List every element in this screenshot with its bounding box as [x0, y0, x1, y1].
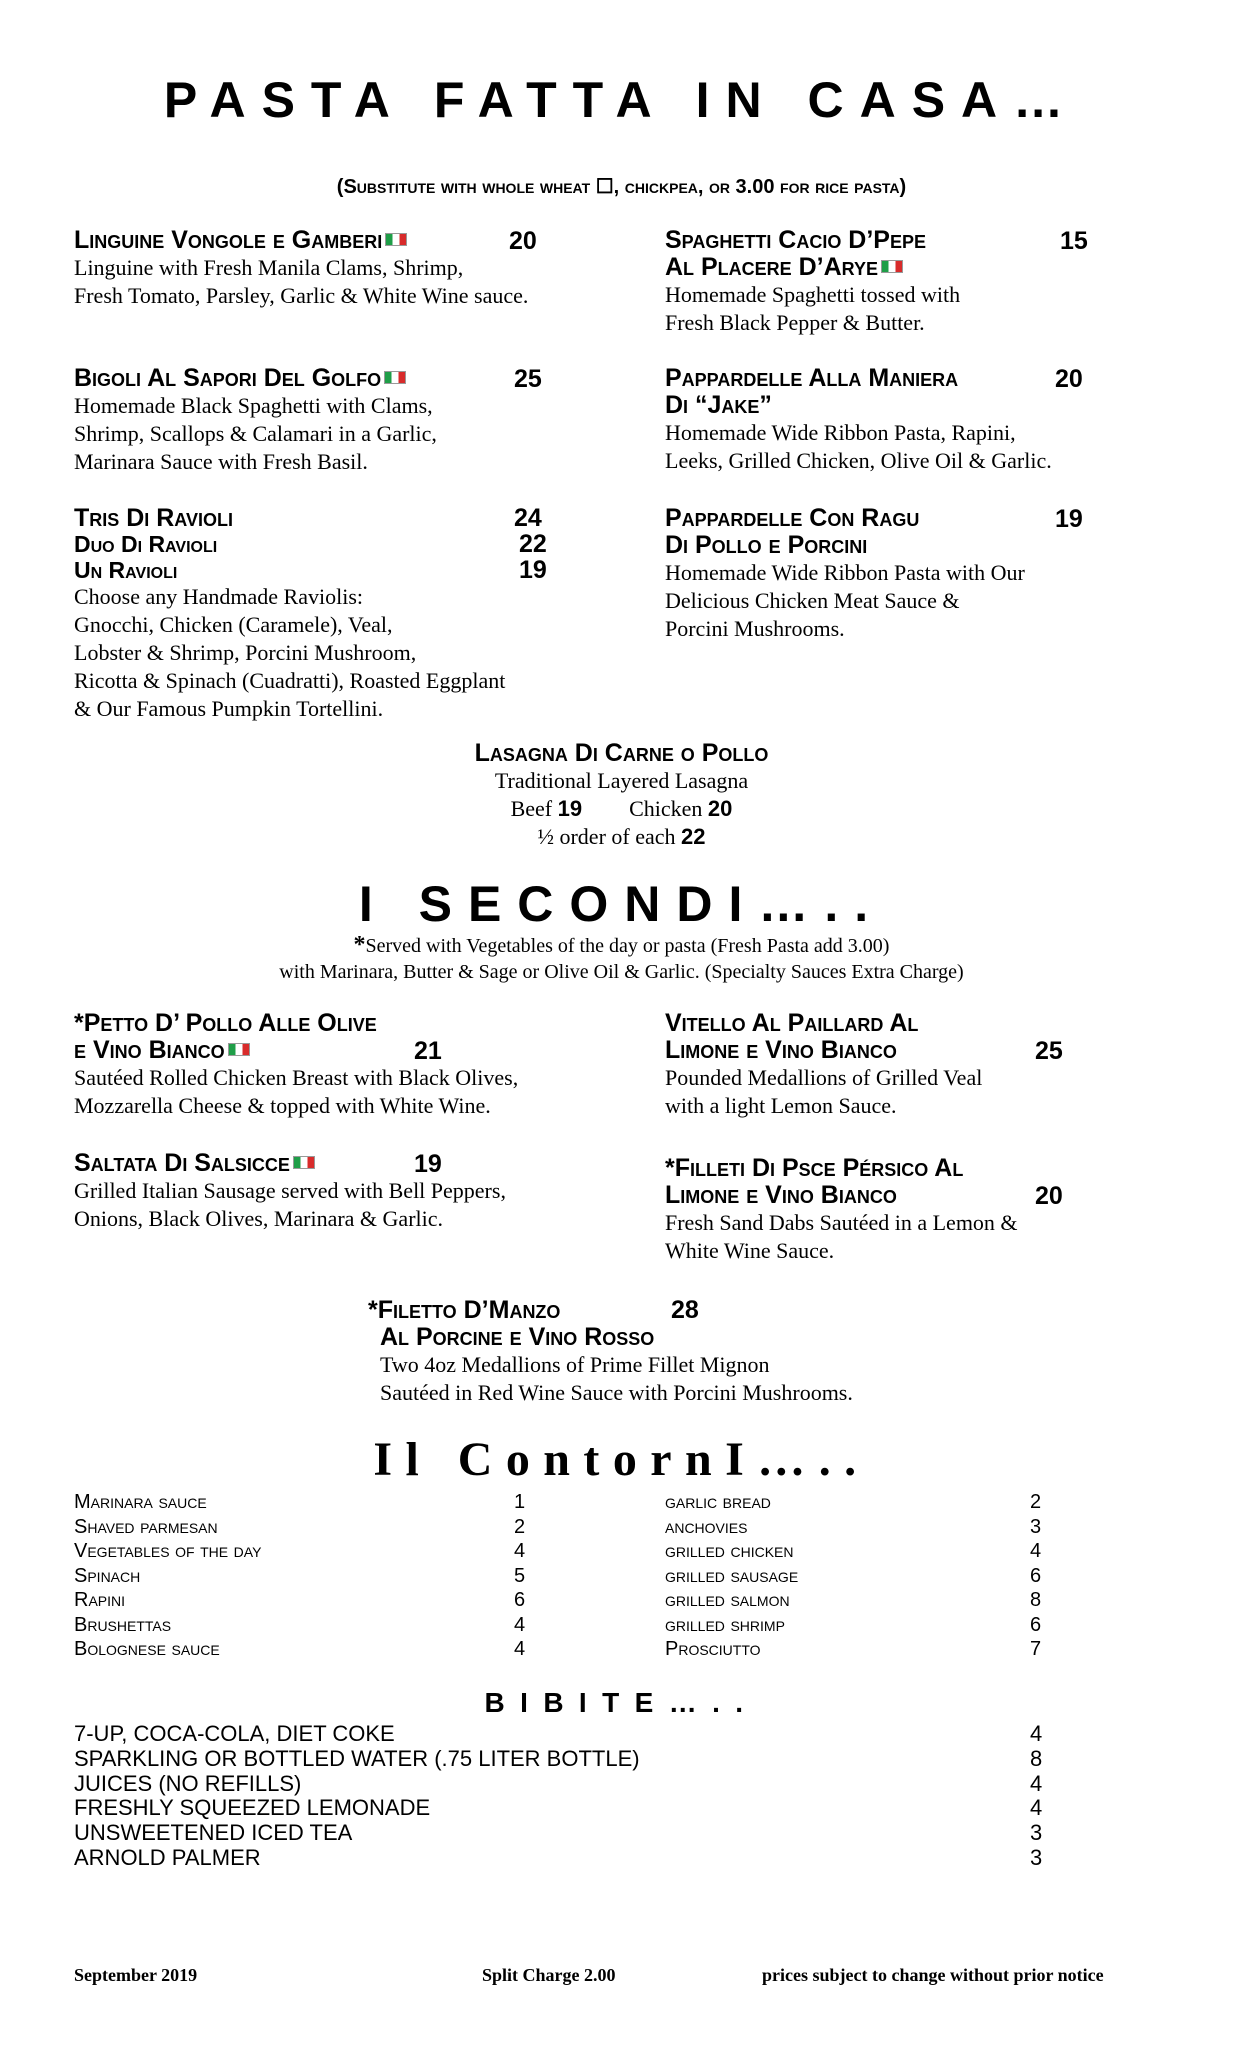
item-desc: Choose any Handmade Raviolis: Gnocchi, Chicken (Caramele), Veal, Lobster & Shrimp, Porcini Mushroom, Ricotta & Spinach (Cuadratti), Roasted Eggplant & Our Famous Pumpkin Tortellini.: [74, 584, 506, 721]
italian-flag-icon: [881, 260, 903, 273]
list-item: [665, 1539, 1050, 1564]
item-name: grilled chicken: [665, 1540, 794, 1562]
ravioli-name: Duo Di Ravioli: [74, 531, 218, 557]
item-price: 6: [1030, 1613, 1042, 1636]
item-price: 7: [1030, 1638, 1042, 1660]
list-item: [74, 1613, 534, 1638]
item-name: Marinara sauce: [74, 1491, 207, 1513]
ravioli-name: Un Ravioli: [74, 557, 178, 583]
secondi-title: I SECONDI…..: [358, 876, 885, 932]
item-desc: Sautéed Rolled Chicken Breast with Black Olives, Mozzarella Cheese & topped with White Wine.: [74, 1065, 519, 1118]
secondi-item-filleti: [665, 1155, 1205, 1265]
item-name: garlic bread: [665, 1491, 771, 1513]
list-item: [74, 1637, 534, 1662]
secondi-note: *Served with Vegetables of the day or pasta (Fresh Pasta add 3.00) with Marinara, Butter & Sage or Olive Oil & Garlic. (Specialty Sauces Extra Charge): [279, 932, 964, 983]
pasta-subtitle: (Substitute with whole wheat ☐, chickpea, or 3.00 for rice pasta): [336, 176, 907, 198]
item-desc: Grilled Italian Sausage served with Bell Peppers, Onions, Black Olives, Marinara & Garlic.: [74, 1178, 506, 1231]
item-name: Saltata Di Salsicce: [74, 1149, 290, 1177]
item-price: 3: [1030, 1820, 1043, 1846]
item-price: 25: [514, 365, 542, 393]
ravioli-price: 22: [519, 530, 547, 558]
secondi-item-salsicce: [74, 1150, 634, 1233]
item-name: Bolognese sauce: [74, 1638, 220, 1660]
pasta-item-lasagna: [0, 740, 1243, 851]
list-item: [665, 1613, 1050, 1638]
item-price: 1: [514, 1491, 526, 1513]
item-desc: Traditional Layered Lasagna: [494, 768, 749, 793]
item-name: Prosciutto: [665, 1638, 761, 1660]
item-price: 4: [1030, 1795, 1043, 1821]
item-price: 2: [514, 1515, 526, 1538]
pasta-item-pappardelle-jake: [665, 365, 1210, 475]
secondi-item-petto-pollo: [74, 1010, 634, 1120]
item-name-2: Di “Jake”: [665, 391, 772, 419]
item-price: 28: [671, 1296, 699, 1324]
item-price: 19: [414, 1150, 442, 1178]
item-price: 20: [509, 227, 537, 255]
pasta-item-ravioli: [74, 505, 634, 723]
item-name: Linguine Vongole e Gamberi: [74, 226, 383, 254]
chicken-label: Chicken: [629, 796, 703, 821]
item-name: 7-UP, COCA-COLA, DIET COKE: [74, 1721, 395, 1746]
item-price: 6: [514, 1589, 526, 1611]
item-price: 4: [1030, 1770, 1043, 1796]
bibite-list: [74, 1722, 1050, 1871]
item-name-2: Limone e Vino Bianco: [665, 1181, 897, 1209]
item-name: Pappardelle Alla Maniera: [665, 364, 959, 392]
item-name-2: Di Pollo e Porcini: [665, 531, 868, 559]
item-price: 19: [1055, 505, 1083, 533]
item-name: Vitello Al Paillard Al: [665, 1009, 919, 1037]
contorni-title: Il ContornI…..: [373, 1433, 870, 1486]
item-name: grilled sausage: [665, 1564, 799, 1587]
item-price: 5: [514, 1564, 526, 1587]
half-price: 22: [681, 824, 706, 849]
item-desc: Pounded Medallions of Grilled Veal with a light Lemon Sauce.: [665, 1065, 983, 1118]
list-item: [74, 1722, 1050, 1747]
ravioli-price: 19: [519, 556, 547, 584]
item-price: 25: [1035, 1037, 1063, 1065]
item-desc: Linguine with Fresh Manila Clams, Shrimp, Fresh Tomato, Parsley, Garlic & White Wine sauce.: [74, 255, 529, 308]
list-item: [74, 1539, 534, 1564]
contorni-list-right: [665, 1490, 1050, 1662]
item-price: 6: [1030, 1564, 1042, 1587]
secondi-item-vitello: [665, 1010, 1205, 1120]
item-name: UNSWEETENED ICED TEA: [74, 1820, 353, 1846]
pasta-item-pappardelle-ragu: [665, 505, 1205, 643]
item-name: Shaved parmesan: [74, 1515, 218, 1538]
item-desc: Fresh Sand Dabs Sautéed in a Lemon & White Wine Sauce.: [665, 1210, 1018, 1263]
list-item: [74, 1588, 534, 1613]
note-star: *: [353, 932, 366, 958]
item-name: Rapini: [74, 1589, 126, 1611]
item-name: grilled shrimp: [665, 1613, 785, 1636]
pasta-item-bigoli: [74, 365, 614, 476]
item-desc: Homemade Spaghetti tossed with Fresh Black Pepper & Butter.: [665, 282, 961, 335]
chicken-price: 20: [707, 796, 733, 821]
italian-flag-icon: [385, 233, 407, 246]
item-name: ARNOLD PALMER: [74, 1844, 261, 1870]
italian-flag-icon: [228, 1043, 250, 1056]
bibite-title: BIBITE…..: [484, 1687, 759, 1718]
beef-price: 19: [557, 796, 583, 821]
secondi-item-filetto: [368, 1297, 968, 1407]
item-name: SPARKLING OR BOTTLED WATER (.75 LITER BOTTLE): [74, 1745, 640, 1771]
item-price: 4: [514, 1540, 526, 1562]
list-item: [74, 1515, 534, 1540]
item-name-2: Limone e Vino Bianco: [665, 1036, 897, 1064]
item-name: *Filetto D’Manzo: [368, 1296, 561, 1324]
item-name: Vegetables of the day: [74, 1540, 262, 1562]
list-item: [665, 1637, 1050, 1662]
ravioli-name: Tris Di Ravioli: [74, 504, 233, 532]
italian-flag-icon: [293, 1156, 315, 1169]
ravioli-price: 24: [514, 504, 542, 532]
item-price: 20: [1055, 365, 1083, 393]
item-name: Brushettas: [74, 1613, 172, 1636]
item-price: 20: [1035, 1182, 1063, 1210]
item-name: grilled salmon: [665, 1589, 790, 1611]
item-price: 4: [514, 1613, 526, 1636]
contorni-list-left: [74, 1490, 534, 1662]
item-desc: Homemade Wide Ribbon Pasta, Rapini, Leeks, Grilled Chicken, Olive Oil & Garlic.: [665, 420, 1052, 473]
item-price: 3: [1030, 1515, 1042, 1538]
list-item: [665, 1490, 1050, 1515]
pasta-item-linguine: [74, 227, 614, 310]
list-item: [665, 1564, 1050, 1589]
item-name: Spaghetti Cacio D’Pepe: [665, 226, 926, 254]
item-price: 8: [1030, 1589, 1042, 1611]
item-price: 15: [1060, 227, 1088, 255]
list-item: [74, 1821, 1050, 1846]
item-price: 4: [514, 1638, 526, 1660]
beef-label: Beef: [510, 796, 553, 821]
item-name: anchovies: [665, 1515, 748, 1538]
list-item: [665, 1515, 1050, 1540]
half-label: ½ order of each: [537, 824, 676, 849]
list-item: [74, 1846, 1050, 1871]
list-item: [74, 1796, 1050, 1821]
item-name: Pappardelle Con Ragu: [665, 504, 920, 532]
list-item: [74, 1747, 1050, 1772]
item-desc: Homemade Black Spaghetti with Clams, Shrimp, Scallops & Calamari in a Garlic, Marinara Sauce with Fresh Basil.: [74, 393, 437, 474]
item-price: 3: [1030, 1844, 1043, 1870]
list-item: [74, 1490, 534, 1515]
list-item: [74, 1564, 534, 1589]
item-name-2: Al Placere D’Arye: [665, 253, 879, 281]
item-name: JUICES (NO REFILLS): [74, 1770, 302, 1796]
item-name-2: Al Porcine e Vino Rosso: [380, 1323, 655, 1351]
item-price: 4: [1030, 1721, 1043, 1746]
item-price: 21: [414, 1037, 442, 1065]
list-item: [665, 1588, 1050, 1613]
list-item: [74, 1772, 1050, 1797]
item-name: *Filleti Di Psce Pérsico Al: [665, 1154, 964, 1182]
footer-notice: prices subject to change without prior notice: [762, 1965, 1104, 1985]
footer-split-charge: Split Charge 2.00: [482, 1965, 616, 1985]
pasta-item-cacio-pepe: [665, 227, 1205, 337]
item-name: FRESHLY SQUEEZED LEMONADE: [74, 1795, 431, 1821]
item-desc: Homemade Wide Ribbon Pasta with Our Delicious Chicken Meat Sauce & Porcini Mushrooms.: [665, 560, 1025, 641]
item-price: 8: [1030, 1745, 1043, 1771]
item-name: Lasagna Di Carne o Pollo: [474, 739, 769, 767]
italian-flag-icon: [384, 371, 406, 384]
item-price: 2: [1030, 1491, 1042, 1513]
item-name: Bigoli Al Sapori Del Golfo: [74, 364, 382, 392]
item-price: 4: [1030, 1540, 1042, 1562]
footer-date: September 2019: [74, 1965, 198, 1985]
item-name-2: e Vino Bianco: [74, 1036, 225, 1064]
item-desc: Two 4oz Medallions of Prime Fillet Mignon Sautéed in Red Wine Sauce with Porcini Mushrooms.: [380, 1352, 853, 1405]
pasta-title: PASTA FATTA IN CASA…: [163, 72, 1080, 128]
item-name: Spinach: [74, 1564, 141, 1587]
item-name: *Petto D’ Pollo Alle Olive: [74, 1009, 377, 1037]
